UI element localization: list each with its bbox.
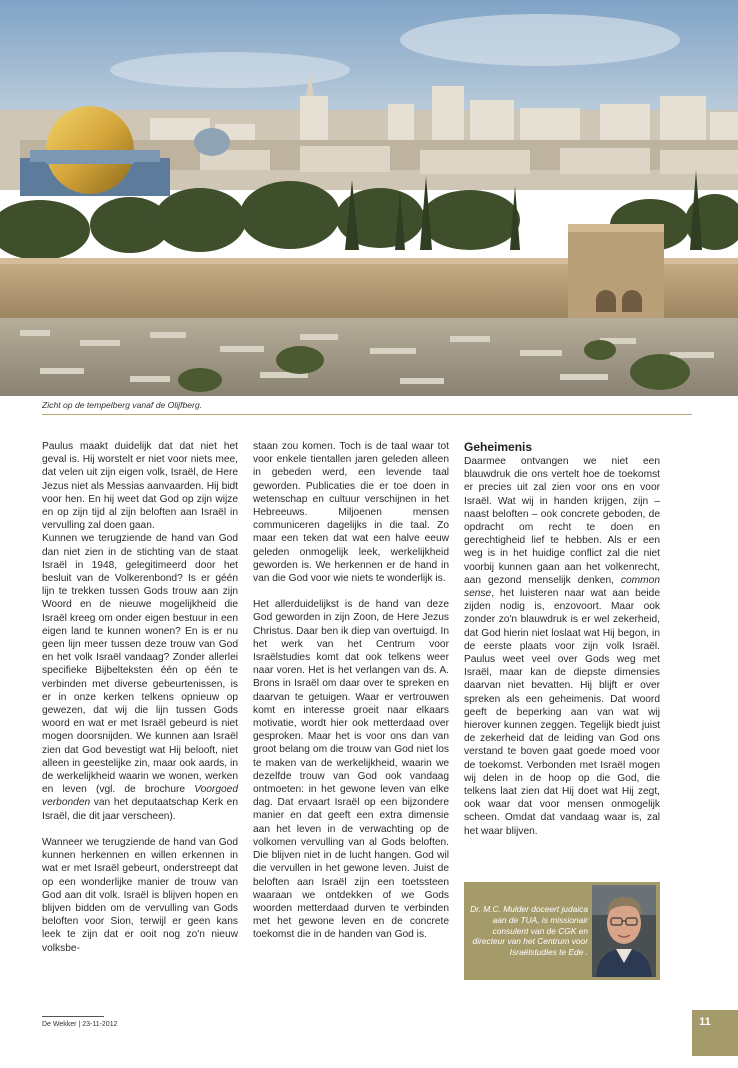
- page-number: 11: [699, 1016, 711, 1028]
- paragraph-text: Daarmee ontvangen we niet een blauwdruk die ons vertelt hoe de toekomst er precies uit zal zien voor ons en voor Israël. Wat wij in handen krijgen, zijn – naast beloften – ook concrete geboden, de opdracht om recht te doen en gerechtigheid lief te hebben. Als er een weg is in het huidige conflict zal die niet voorbij kunnen gaan aan het volkenrecht, aan gezond menselijk denken,: [464, 456, 660, 586]
- paragraph: staan zou komen. Toch is de taal waar tot voor enkele tientallen jaren geleden alleen in gebeden werd, een levende taal geworden. Publicaties die er toe doen in wetenschap en cultuur verschijnen in het Hebreeuws. Miljoenen mensen communiceren dagelijks in die taal. Zo maar een teken dat wat een halve eeuw geleden onmogelijk leek, werkelijkheid geworden is. We herkennen er de hand in van die God voor wie niets te wonderlijk is.: [253, 441, 449, 585]
- author-box: [464, 882, 660, 980]
- paragraph-text: Kunnen we terugziende de hand van God dan niet zien in de stichting van de staat Israël in 1948, gelegitimeerd door het besluit van de Volkerenbond? Is er géén lijn te trekken tussen Gods trouw aan zijn Woord en de nieuwe mogelijkheid die Israël kreeg om onder eigen bestuur in een eigen land te kunnen wonen? En is er nu geen lijn meer tussen deze trouw van God en het volk Israël vandaag? Zonder allerlei specifieke Bijbelteksten één op één te verbinden met diverse gebeurtenissen, is er in onze kerken telkens opnieuw op gewezen, dat wij die lijn tussen Gods woord en wat er met Israël gebeurd is niet mogen doorsnijden. We kunnen aan Israël zien dat God bevestigt wat Hij belooft, niet alleen in geestelijke zin, maar ook aards, in de werkelijkheid waarin we wonen, werken en leven (vgl. de brochure: [42, 533, 238, 796]
- paragraph: Wanneer we terugziende de hand van God kunnen herkennen en willen erkennen in wat er met Israël gebeurt, onderstreept dat op een wonderlijke manier de trouw van God aan dit volk. Israël is blijven hopen en blijven bidden om de vervulling van Gods beloften voor Sion, terwijl er geen kans leek te zijn dat er ooit nog zo'n nieuw volksbe-: [42, 836, 238, 954]
- photo-caption: Zicht op de tempelberg vanaf de Olijfberg.: [42, 400, 692, 415]
- footer-divider: [42, 1016, 104, 1017]
- paragraph-text: , het luisteren naar wat aan beide zijden nodig is, enzovoort. Maar ook zonder zo'n blauwdruk is er wel zekerheid, dat God hierin niet loslaat wat Hij begon, in de eerste plaats voor zijn volk Israël. Paulus weet veel over Gods weg met Israël, maar kan de diepste dimensies daarvan niet bevatten. Hij blijft er over spreken als een geheimenis. Dat woord geeft de beperking aan van wat wij hierover kunnen zeggen. Tegelijk biedt juist de zekerheid dat de leiding van God ons verstand te boven gaat goede moed voor de toekomst. Verbonden met Israël mogen wij delen in de hoop op die God, die telkens laat zien dat Hij doet wat Hij zegt, ook waar dat voor mensen onmogelijk scheen. Omdat dat vandaag waar is, zal het waar blijven.: [464, 588, 660, 837]
- article-column-2: [253, 440, 449, 942]
- paragraph: [464, 455, 660, 838]
- paragraph: [42, 532, 238, 822]
- jerusalem-photo: [0, 0, 738, 396]
- article-column-3: [464, 440, 660, 838]
- author-portrait: [592, 885, 656, 977]
- page-number-tab: [692, 1010, 738, 1056]
- paragraph-text: van het deputaatschap Kerk en Israël, die dit jaar verscheen).: [42, 797, 238, 822]
- publication-info: De Wekker | 23-11-2012: [42, 1021, 118, 1028]
- jerusalem-photo-illustration: [0, 0, 738, 396]
- author-portrait-illustration: [592, 885, 656, 977]
- article-column-1: [42, 440, 238, 955]
- brochure-title: Voorgoed verbonden: [42, 784, 238, 809]
- italic-phrase: common sense: [464, 574, 660, 600]
- author-bio: Dr. M.C. Mulder doceert judaica aan de TUA, is missionair consulent van de CGK en directeur van het Centrum voor Israëlstudies te Ede .: [470, 904, 588, 958]
- section-heading: Geheimenis: [464, 440, 533, 454]
- paragraph: Paulus maakt duidelijk dat dat niet het geval is. Hij worstelt er niet voor niets mee, dat velen uit zijn eigen volk, Israël, de Here Jezus niet als Messias aanvaarden. Hij bidt voor hen. En hij weet dat God op zijn wijze en op zijn tijd al zijn beloften aan Israël in vervulling zal doen gaan.: [42, 441, 238, 532]
- paragraph: Het allerduidelijkst is de hand van deze God geworden in zijn Zoon, de Here Jezus Christus. Daar ben ik diep van overtuigd. In het werk van het Centrum voor Israëlstudies komt dat ook telkens weer naar voren. Het is het verlangen van ds. A. Brons in Israël om daar over te spreken en daarvan te getuigen. Waar er vertrouwen komt en interesse groeit naar elkaars motivatie, wordt hier ook metterdaad over gesproken. Maar het is voor ons dan van groot belang om die trouw van God niet los te maken van de werkelijkheid, waarin we dezelfde trouw van God ook vandaag ontmoeten: in het gewone leven van elke dag. Dat ervaart Israël op een bijzondere manier en dat geeft een extra dimensie aan het leven in de verwachting op de volkomen vervulling van al Gods beloften. Die blijven niet in de lucht hangen. God wil die vervullen in het gewone leven. Juist de beloften aan Israël zijn een toetssteen waaraan we ontdekken of we Gods woorden metterdaad durven te verbinden met het gewone leven en de concrete toekomst die in de handen van God is.: [253, 599, 449, 941]
